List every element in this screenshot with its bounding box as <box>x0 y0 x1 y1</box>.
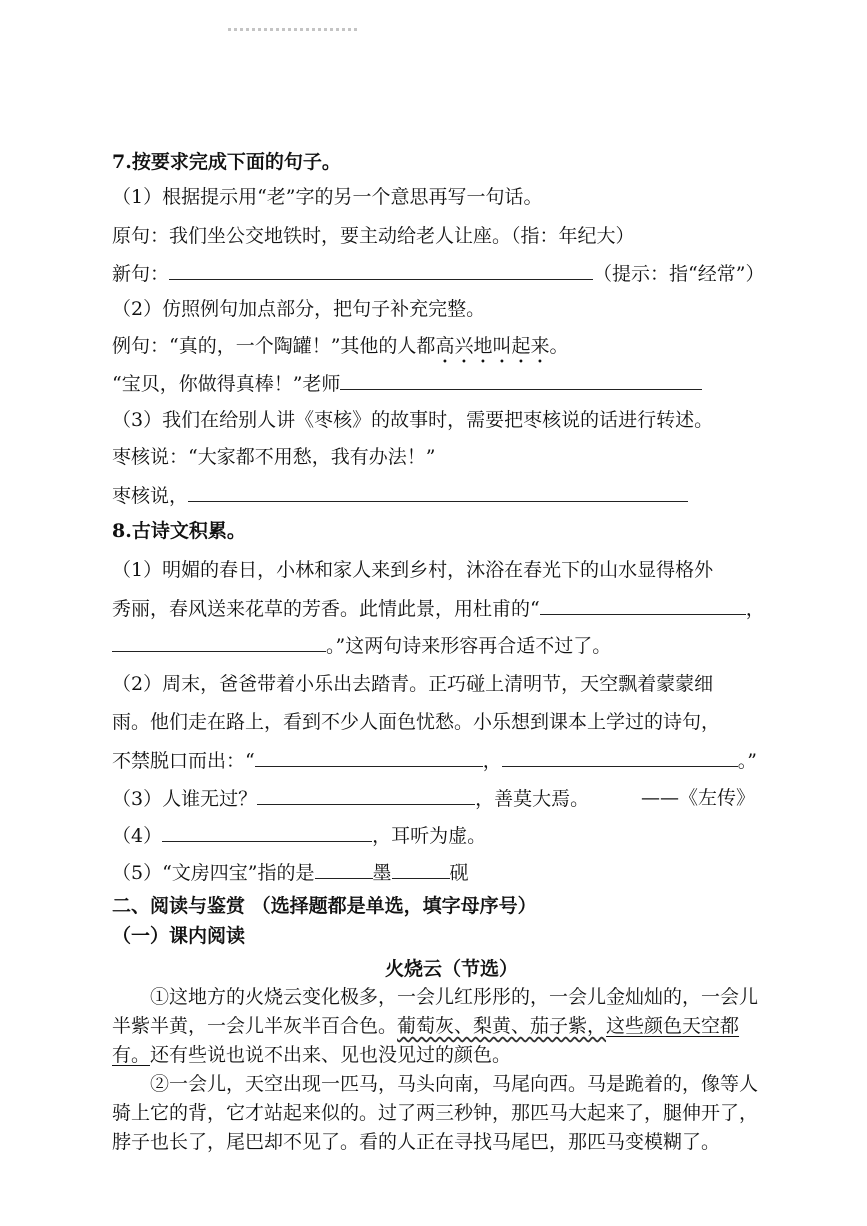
example-dotted-phrase: 高兴地叫起来 <box>435 335 550 357</box>
para1-wavy-phrase: 葡萄灰、梨黄、茄子紫， <box>397 1015 607 1037</box>
para1-text-end: 还有些说也说不出来、见也没见过的颜色。 <box>150 1044 512 1066</box>
zuozhuan-blank[interactable] <box>257 786 475 805</box>
q8-p3-row <box>112 786 589 811</box>
para1-text: ①这地方的火烧云变化极多，一会儿红彤彤的，一会儿金灿灿的，一会儿半紫半黄，一会儿半灰半百合色。 <box>112 986 759 1037</box>
p2-text: 不禁脱口而出：“ <box>112 750 255 772</box>
q8-p1-line3 <box>112 633 611 658</box>
section2-title: 二、阅读与鉴赏 （选择题都是单选，填字母序号） <box>112 895 537 917</box>
new-sentence-blank[interactable] <box>169 261 593 280</box>
p1-text: 秀丽，春风送来花草的芳香。此情此景，用杜甫的“ <box>112 598 540 620</box>
q7-part2: （2）仿照例句加点部分，把句子补充完整。 <box>112 298 486 320</box>
q7-praise-row <box>112 371 702 396</box>
p2-end: 。” <box>737 750 757 772</box>
article-title: 火烧云（节选） <box>385 958 519 980</box>
example-text: 例句：“真的，一个陶罐！”其他的人都 <box>112 335 436 357</box>
q8-p2-line1: （2）周末，爸爸带着小乐出去踏青。正巧碰上清明节，天空飘着蒙蒙细 <box>112 673 714 695</box>
q8-p5-row <box>112 860 469 885</box>
praise-blank[interactable] <box>340 371 702 390</box>
q8-p4-row <box>112 823 486 848</box>
new-sentence-label: 新句： <box>112 263 170 285</box>
qingming-blank-1[interactable] <box>255 748 483 767</box>
poem-blank-1[interactable] <box>540 596 746 615</box>
p5-inkstone: 砚 <box>449 862 469 884</box>
zaohe-blank[interactable] <box>188 483 688 502</box>
treasure-blank-1[interactable] <box>315 860 373 879</box>
q7-title: 7.按要求完成下面的句子。 <box>112 151 341 173</box>
new-sentence-hint: （提示：指“经常”） <box>593 263 765 285</box>
zaohe-label: 枣核说， <box>112 485 189 507</box>
qingming-blank-2[interactable] <box>502 748 738 767</box>
q8-p1-line1: （1）明媚的春日，小林和家人来到乡村，沐浴在春光下的山水显得格外 <box>112 559 714 581</box>
q7-new-sentence-row <box>112 261 764 286</box>
p4-tail: ，耳听为虚。 <box>372 825 487 847</box>
p3-text: （3）人谁无过？ <box>112 788 258 810</box>
q7-part3: （3）我们在给别人讲《枣核》的故事时，需要把枣核说的话进行转述。 <box>112 409 714 431</box>
q8-title: 8.古诗文积累。 <box>112 520 246 542</box>
example-end: 。 <box>549 335 569 357</box>
q7-example <box>112 334 568 368</box>
q8-p2-line3 <box>112 748 757 773</box>
q7-part1: （1）根据提示用“老”字的另一个意思再写一句话。 <box>112 186 543 208</box>
article-paragraph-1 <box>112 983 762 1070</box>
praise-text: “宝贝，你做得真棒！”老师 <box>112 373 341 395</box>
scan-noise <box>228 28 358 31</box>
poem-blank-2[interactable] <box>112 633 326 652</box>
p2-comma: ， <box>482 750 502 772</box>
section2-subtitle: （一）课内阅读 <box>112 925 246 947</box>
proverb-blank[interactable] <box>162 823 372 842</box>
q8-p3-source: ——《左传》 <box>641 787 756 809</box>
p5-ink: 墨 <box>372 862 392 884</box>
p1-end: 。”这两句诗来形容再合适不过了。 <box>326 635 612 657</box>
p1-comma: ， <box>745 598 765 620</box>
q7-zaohe-row <box>112 483 688 508</box>
para1-underlined-phrase: 这些颜色天空都有。 <box>112 1015 740 1066</box>
p5-text: （5）“文房四宝”指的是 <box>112 862 315 884</box>
q8-p1-line2 <box>112 596 765 621</box>
q7-zaohe-quote: 枣核说：“大家都不用愁，我有办法！” <box>112 446 436 468</box>
q7-original-sentence: 原句：我们坐公交地铁时，要主动给老人让座。（指：年纪大） <box>112 225 635 247</box>
treasure-blank-2[interactable] <box>392 860 450 879</box>
article-paragraph-2: ②一会儿，天空出现一匹马，马头向南，马尾向西。马是跪着的，像等人骑上它的背，它才站起来似的。过了两三秒钟，那匹马大起来了，腿伸开了，脖子也长了，尾巴却不见了。看的人正在寻找马尾巴，那匹马变模糊了。 <box>112 1073 759 1153</box>
q8-p2-line2: 雨。他们走在路上，看到不少人面色忧愁。小乐想到课本上学过的诗句， <box>112 711 721 733</box>
p3-tail: ，善莫大焉。 <box>475 788 590 810</box>
p4-label: （4） <box>112 825 163 847</box>
